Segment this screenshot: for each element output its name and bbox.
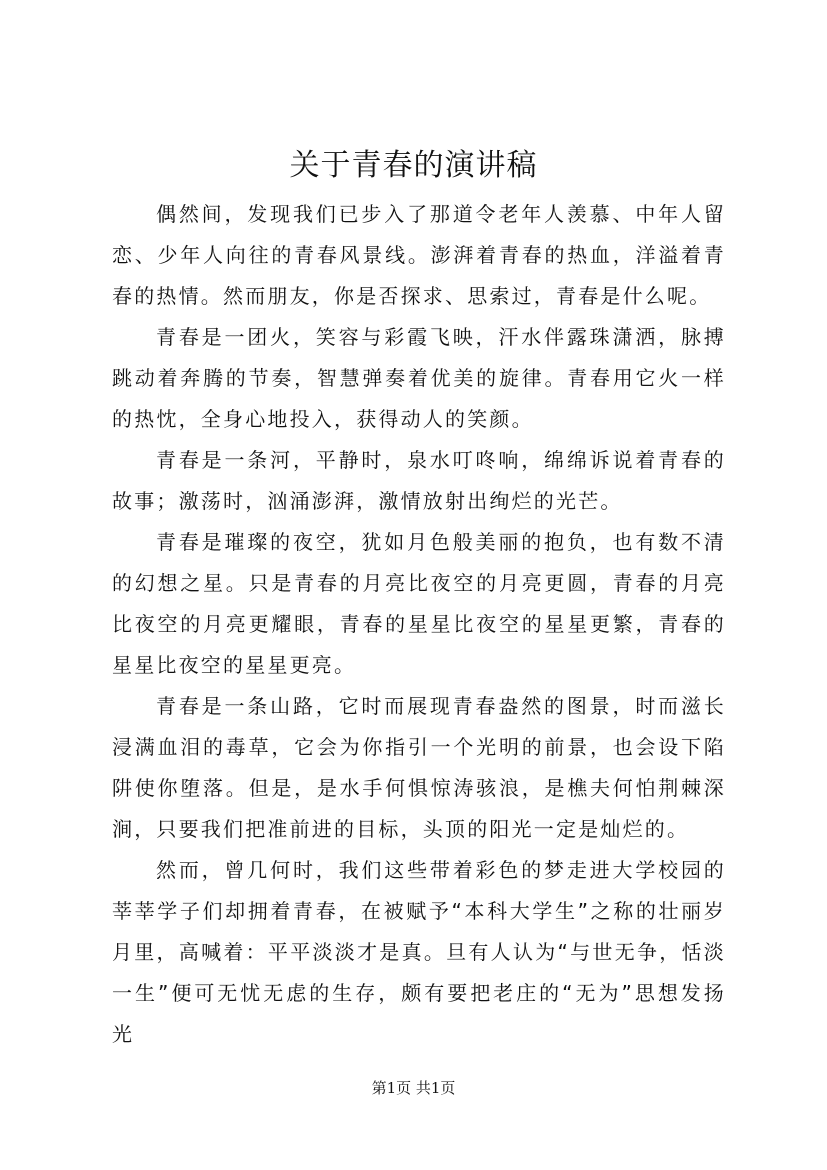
paragraph: 青春是璀璨的夜空，犹如月色般美丽的抱负，也有数不清的幻想之星。只是青春的月亮比夜空的月亮更圆，青春的月亮比夜空的月亮更耀眼，青春的星星比夜空的星星更繁，青春的星星比夜空的星星更亮。	[112, 530, 726, 677]
paragraph: 青春是一条河，平静时，泉水叮咚响，绵绵诉说着青春的故事；激荡时，汹涌澎湃，激情放射出绚烂的光芒。	[112, 448, 726, 513]
document-title: 关于青春的演讲稿	[289, 148, 538, 183]
page-footer: 第1页 共1页	[371, 1079, 456, 1097]
paragraph: 然而，曾几何时，我们这些带着彩色的梦走进大学校园的莘莘学子们却拥着青春，在被赋予“本科大学生”之称的壮丽岁月里，高喊着：平平淡淡才是真。旦有人认为“与世无争，恬淡一生”便可无忧无虑的生存，颇有要把老庄的“无为”思想发扬光	[112, 858, 726, 1046]
paragraph: 青春是一团火，笑容与彩霞飞映，汗水伴露珠潇洒，脉搏跳动着奔腾的节奏，智慧弹奏着优美的旋律。青春用它火一样的热忱，全身心地投入，获得动人的笑颜。	[112, 325, 726, 431]
paragraph: 偶然间，发现我们已步入了那道令老年人羡慕、中年人留恋、少年人向往的青春风景线。澎湃着青春的热血，洋溢着青春的热情。然而朋友，你是否探求、思索过，青春是什么呢。	[112, 202, 726, 308]
document-body	[112, 194, 726, 1055]
paragraph: 青春是一条山路，它时而展现青春盎然的图景，时而滋长浸满血泪的毒草，它会为你指引一个光明的前景，也会设下陷阱使你堕落。但是，是水手何惧惊涛骇浪，是樵夫何怕荆棘深涧，只要我们把准前进的目标，头顶的阳光一定是灿烂的。	[112, 694, 726, 841]
